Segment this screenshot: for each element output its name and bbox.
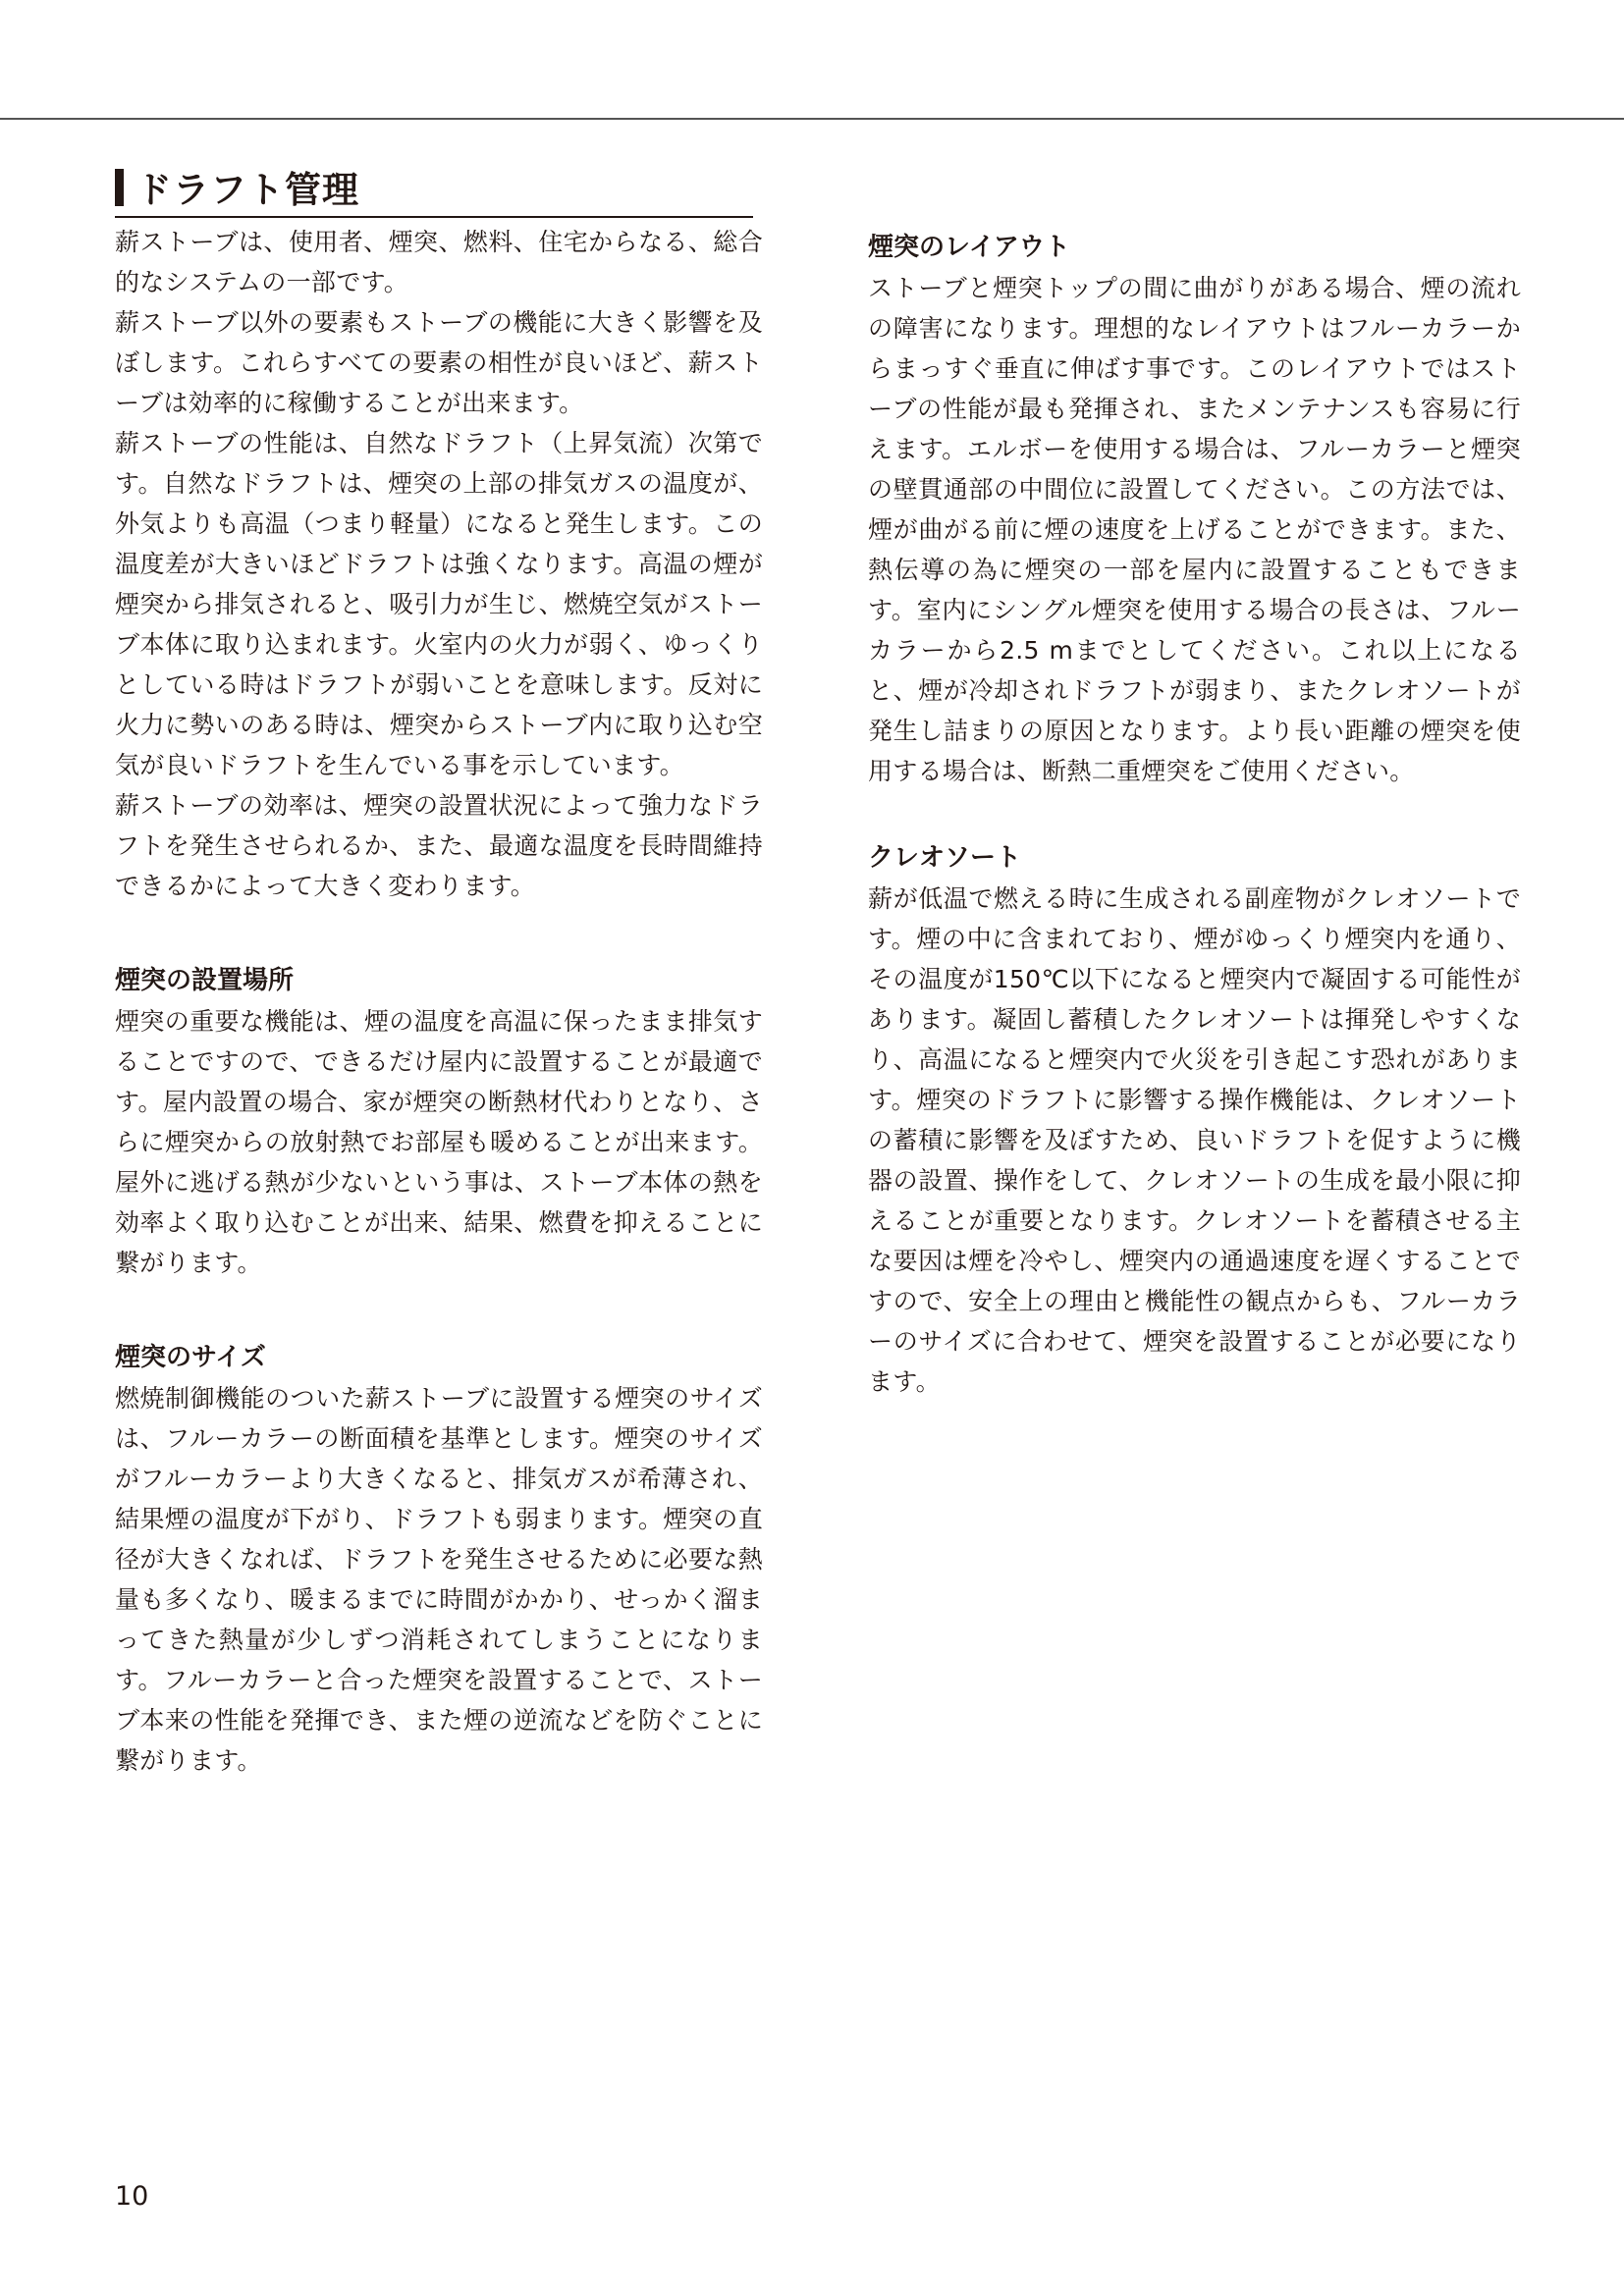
section-title-text: ドラフト管理 bbox=[135, 169, 359, 211]
right-column bbox=[868, 228, 1521, 1402]
chimney-size-heading: 煙突のサイズ bbox=[115, 1343, 266, 1372]
header-rule bbox=[0, 118, 1624, 120]
intro-paragraph: 薪ストーブは、使用者、煙突、燃料、住宅からなる、総合的なシステムの一部です。 bbox=[115, 228, 763, 296]
intro-paragraph: 薪ストーブの効率は、煙突の設置状況によって強力なドラフトを発生させられるか、また、最適な温度を長時間維持できるかによって大きく変わります。 bbox=[115, 791, 763, 900]
chimney-layout-body: ストーブと煙突トップの間に曲がりがある場合、煙の流れの障害になります。理想的なレイアウトはフルーカラーからまっすぐ垂直に伸ばす事です。このレイアウトではストーブの性能が最も発揮され、またメンテナンスも容易に行えます。エルボーを使用する場合は、フルーカラーと煙突の壁貫通部の中間位に設置してください。この方法では、煙が曲がる前に煙の速度を上げることができます。また、熱伝導の為に煙突の一部を屋内に設置することもできます。室内にシングル煙突を使用する場合の長さは、フルーカラーから2.5 mまでとしてください。これ以上になると、煙が冷却されドラフトが弱まり、またクレオソートが発生し詰まりの原因となります。より長い距離の煙突を使用する場合は、断熱二重煙突をご使用ください。 bbox=[868, 274, 1521, 785]
title-marker bbox=[115, 169, 124, 206]
intro-paragraph: 薪ストーブの性能は、自然なドラフト（上昇気流）次第です。自然なドラフトは、煙突の上部の排気ガスの温度が、外気よりも高温（つまり軽量）になると発生します。この温度差が大きいほどドラフトは強くなります。高温の煙が煙突から排気されると、吸引力が生じ、燃焼空気がストーブ本体に取り込まれます。火室内の火力が弱く、ゆっくりとしている時はドラフトが弱いことを意味します。反対に火力に勢いのある時は、煙突からストーブ内に取り込む空気が良いドラフトを生んでいる事を示しています。 bbox=[115, 429, 763, 779]
chimney-location-body: 煙突の重要な機能は、煙の温度を高温に保ったまま排気することですので、できるだけ屋内に設置することが最適です。屋内設置の場合、家が煙突の断熱材代わりとなり、さらに煙突からの放射熱でお部屋も暖めることが出来ます。屋外に逃げる熱が少ないという事は、ストーブ本体の熱を効率よく取り込むことが出来、結果、燃費を抑えることに繋がります。 bbox=[115, 1007, 763, 1277]
creosote-heading: クレオソート bbox=[868, 843, 1022, 873]
chimney-location-heading: 煙突の設置場所 bbox=[115, 966, 295, 995]
chimney-layout-heading: 煙突のレイアウト bbox=[868, 233, 1070, 262]
page-number: 10 bbox=[115, 2181, 149, 2212]
intro-paragraph: 薪ストーブ以外の要素もストーブの機能に大きく影響を及ぼします。これらすべての要素の相性が良いほど、薪ストーブは効率的に稼働することが出来ます。 bbox=[115, 308, 763, 417]
chimney-size-body: 燃焼制御機能のついた薪ストーブに設置する煙突のサイズは、フルーカラーの断面積を基準とします。煙突のサイズがフルーカラーより大きくなると、排気ガスが希薄され、結果煙の温度が下がり、ドラフトも弱まります。煙突の直径が大きくなれば、ドラフトを発生させるために必要な熱量も多くなり、暖まるまでに時間がかかり、せっかく溜まってきた熱量が少しずつ消耗されてしまうことになります。フルーカラーと合った煙突を設置することで、ストーブ本来の性能を発揮でき、また煙の逆流などを防ぐことに繋がります。 bbox=[115, 1384, 763, 1775]
left-column bbox=[115, 222, 763, 1781]
section-title bbox=[115, 155, 753, 218]
creosote-body: 薪が低温で燃える時に生成される副産物がクレオソートです。煙の中に含まれており、煙がゆっくり煙突内を通り、その温度が150℃以下になると煙突内で凝固する可能性があります。凝固し蓄積したクレオソートは揮発しやすくなり、高温になると煙突内で火災を引き起こす恐れがあります。煙突のドラフトに影響する操作機能は、クレオソートの蓄積に影響を及ぼすため、良いドラフトを促すように機器の設置、操作をして、クレオソートの生成を最小限に抑えることが重要となります。クレオソートを蓄積させる主な要因は煙を冷やし、煙突内の通過速度を遅くすることですので、安全上の理由と機能性の観点からも、フルーカラーのサイズに合わせて、煙突を設置することが必要になります。 bbox=[868, 884, 1521, 1396]
